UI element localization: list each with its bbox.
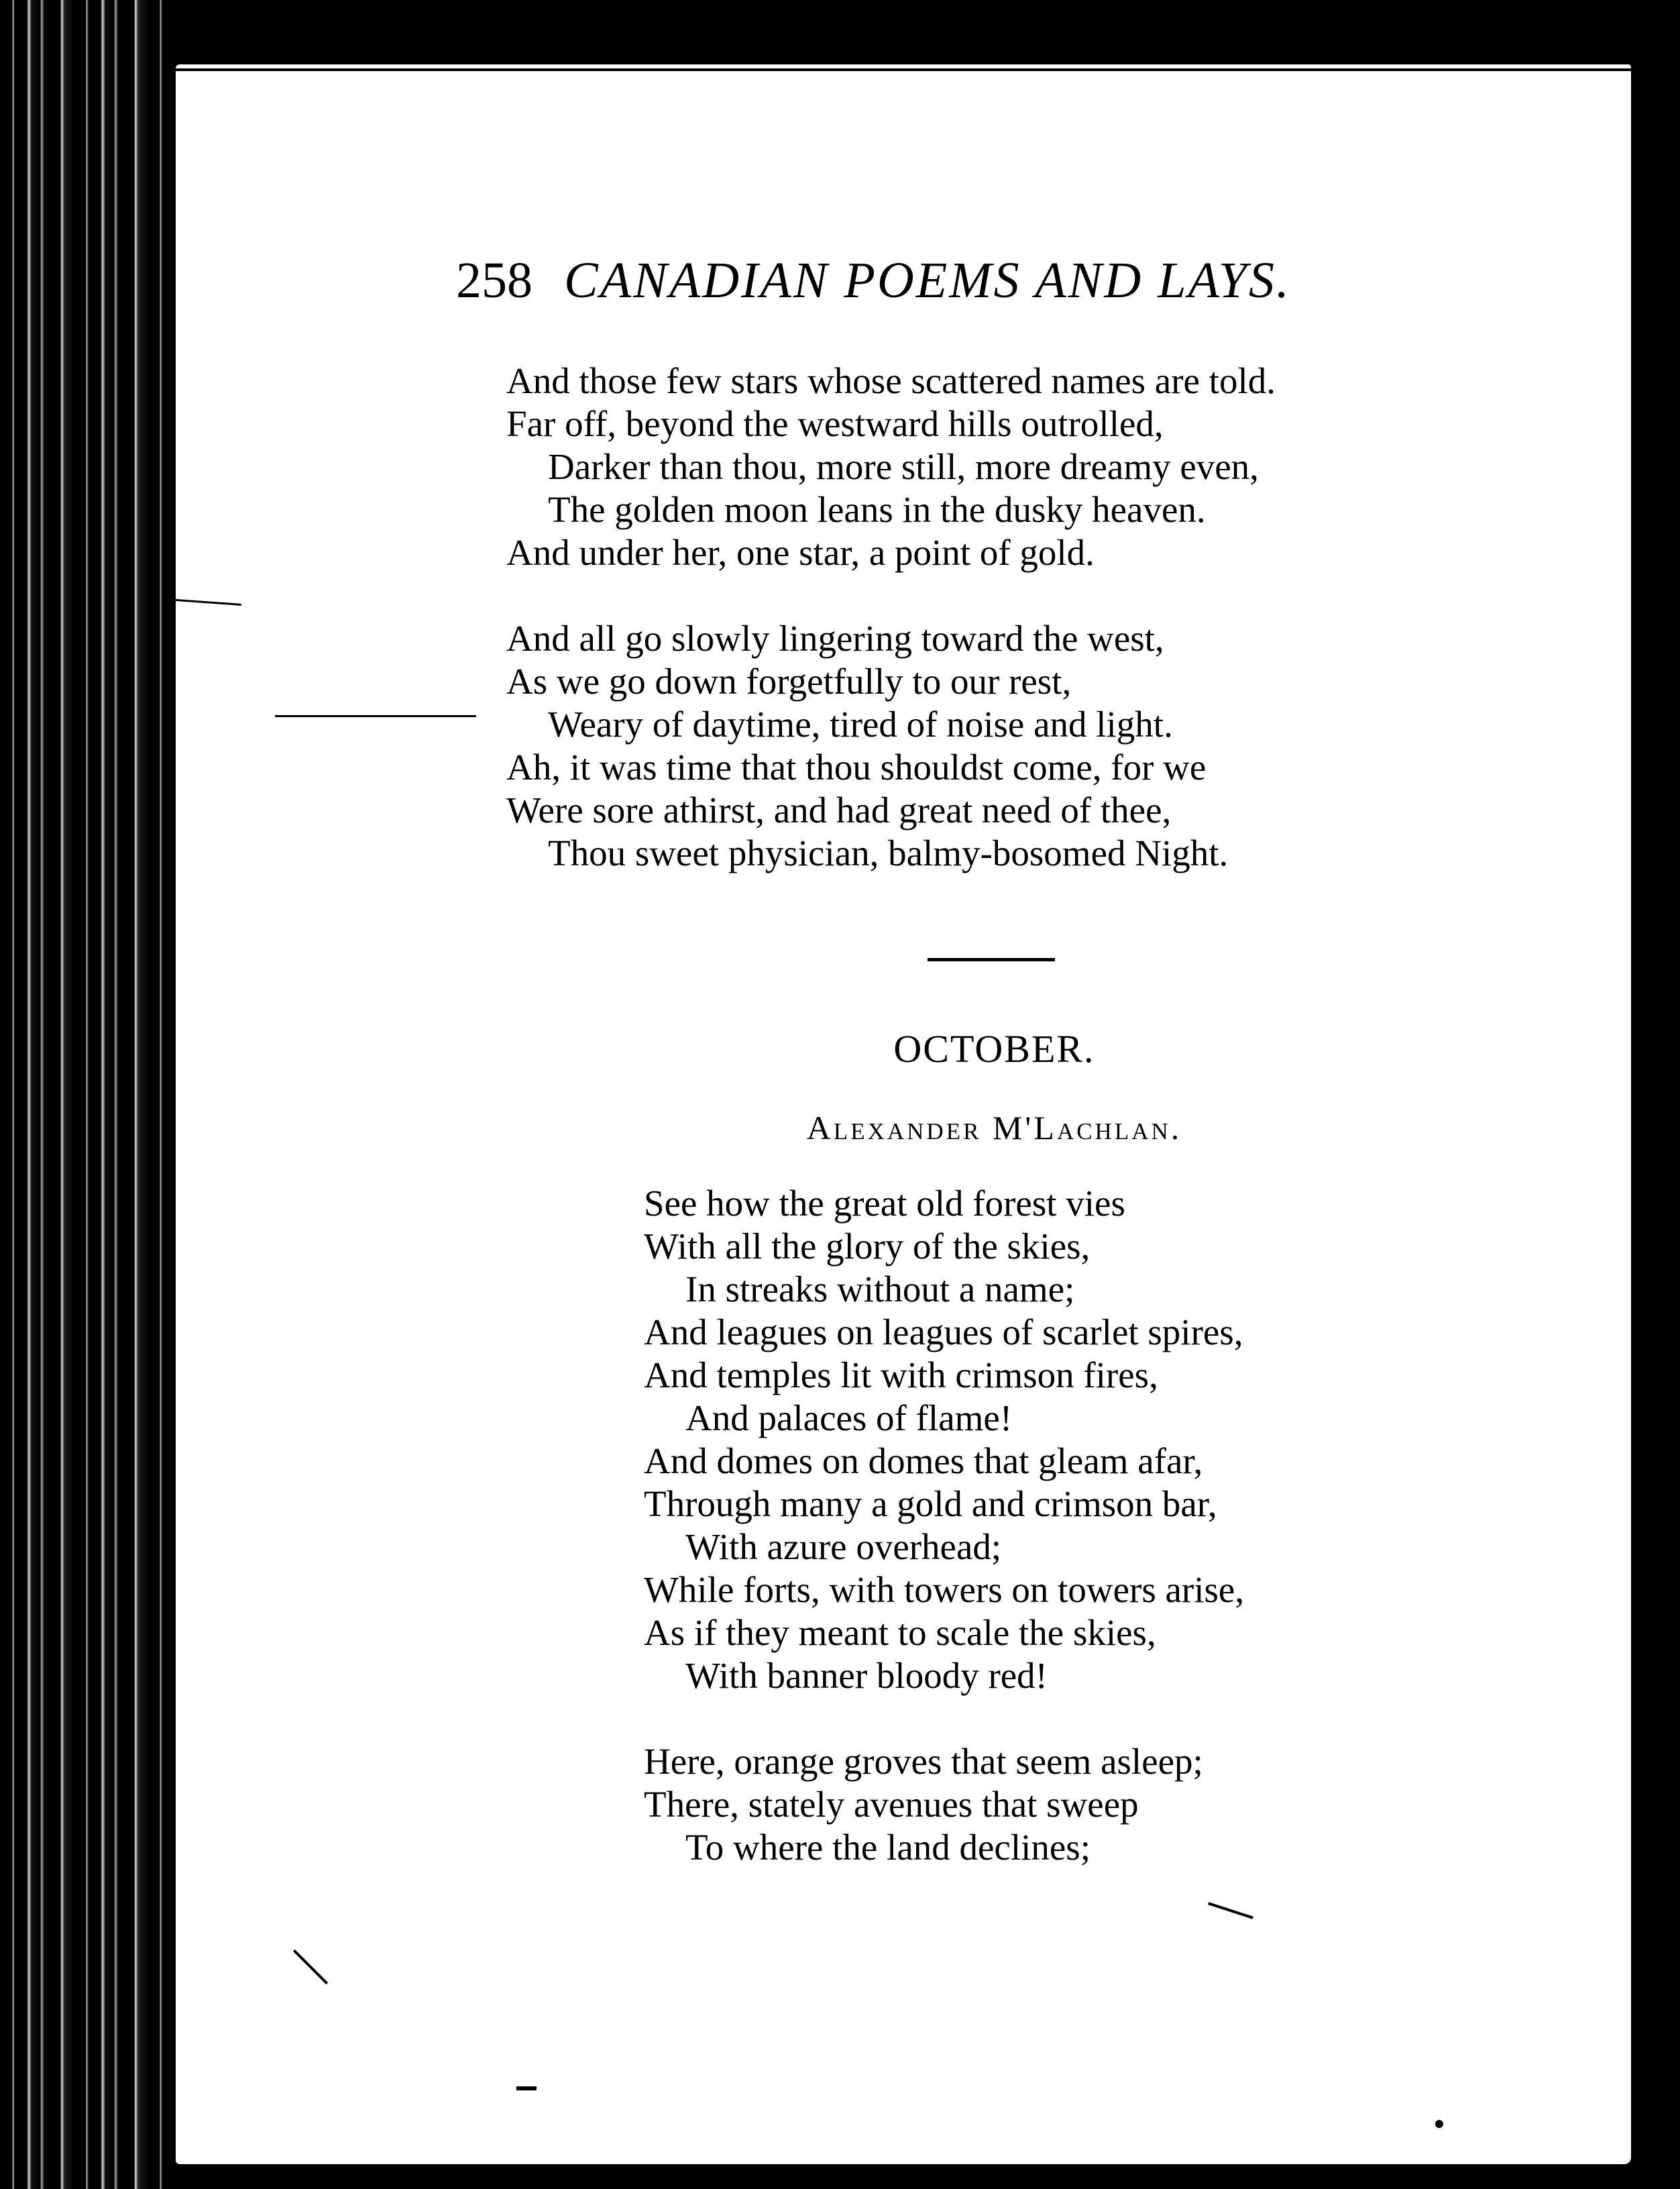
poem-line: The golden moon leans in the dusky heaven.: [548, 489, 1206, 530]
book-binding-edge: [0, 0, 174, 2189]
section-divider: [928, 958, 1055, 961]
poem-line: To where the land declines;: [685, 1827, 1090, 1868]
poem-line: As if they meant to scale the skies,: [644, 1612, 1156, 1653]
page-number: 258: [456, 252, 533, 309]
book-title: CANADIAN POEMS AND LAYS.: [564, 252, 1291, 309]
poem-line: In streaks without a name;: [685, 1269, 1075, 1310]
stanza-break: [506, 574, 1276, 617]
poem-line: Here, orange groves that seem asleep;: [644, 1741, 1203, 1782]
poem-line: And domes on domes that gleam afar,: [644, 1440, 1203, 1481]
poem-author: Alexander M'Lachlan.: [806, 1109, 1182, 1146]
poem-line: And all go slowly lingering toward the west,: [506, 618, 1164, 659]
poem-line: Through many a gold and crimson bar,: [644, 1483, 1217, 1524]
poem-two-stanzas: [644, 1182, 1244, 1869]
poem-line: And those few stars whose scattered names are told.: [506, 360, 1276, 401]
poem-line: As we go down forgetfully to our rest,: [506, 661, 1072, 702]
margin-mark: [516, 2086, 537, 2090]
running-head: [456, 252, 1291, 310]
poem-line: With banner bloody red!: [685, 1655, 1048, 1696]
poem-line: And temples lit with crimson fires,: [644, 1354, 1158, 1395]
poem-line: Darker than thou, more still, more dreamy even,: [548, 446, 1259, 487]
poem-line: Far off, beyond the westward hills outrolled,: [506, 403, 1164, 444]
margin-mark: [1435, 2120, 1443, 2128]
margin-mark: [275, 715, 476, 717]
poem-line: With azure overhead;: [685, 1526, 1002, 1567]
poem-line: Were sore athirst, and had great need of thee,: [506, 790, 1172, 831]
poem-line: With all the glory of the skies,: [644, 1226, 1090, 1267]
page-top-edge: [176, 68, 1631, 71]
poem-line: Weary of daytime, tired of noise and light.: [548, 704, 1173, 745]
poem-line: Thou sweet physician, balmy-bosomed Night.: [548, 833, 1229, 873]
poem-line: See how the great old forest vies: [644, 1183, 1125, 1224]
poem-line: Ah, it was time that thou shouldst come, for we: [506, 747, 1207, 788]
poem-title: OCTOBER.: [893, 1027, 1095, 1071]
stanza-break: [644, 1697, 1244, 1740]
poem-one-stanzas: [506, 360, 1276, 875]
poem-line: And under her, one star, a point of gold.: [506, 532, 1095, 573]
poem-line: While forts, with towers on towers arise,: [644, 1569, 1245, 1610]
poem-line: And leagues on leagues of scarlet spires,: [644, 1312, 1243, 1352]
poem-line: And palaces of flame!: [685, 1397, 1013, 1438]
poem-line: There, stately avenues that sweep: [644, 1784, 1139, 1825]
